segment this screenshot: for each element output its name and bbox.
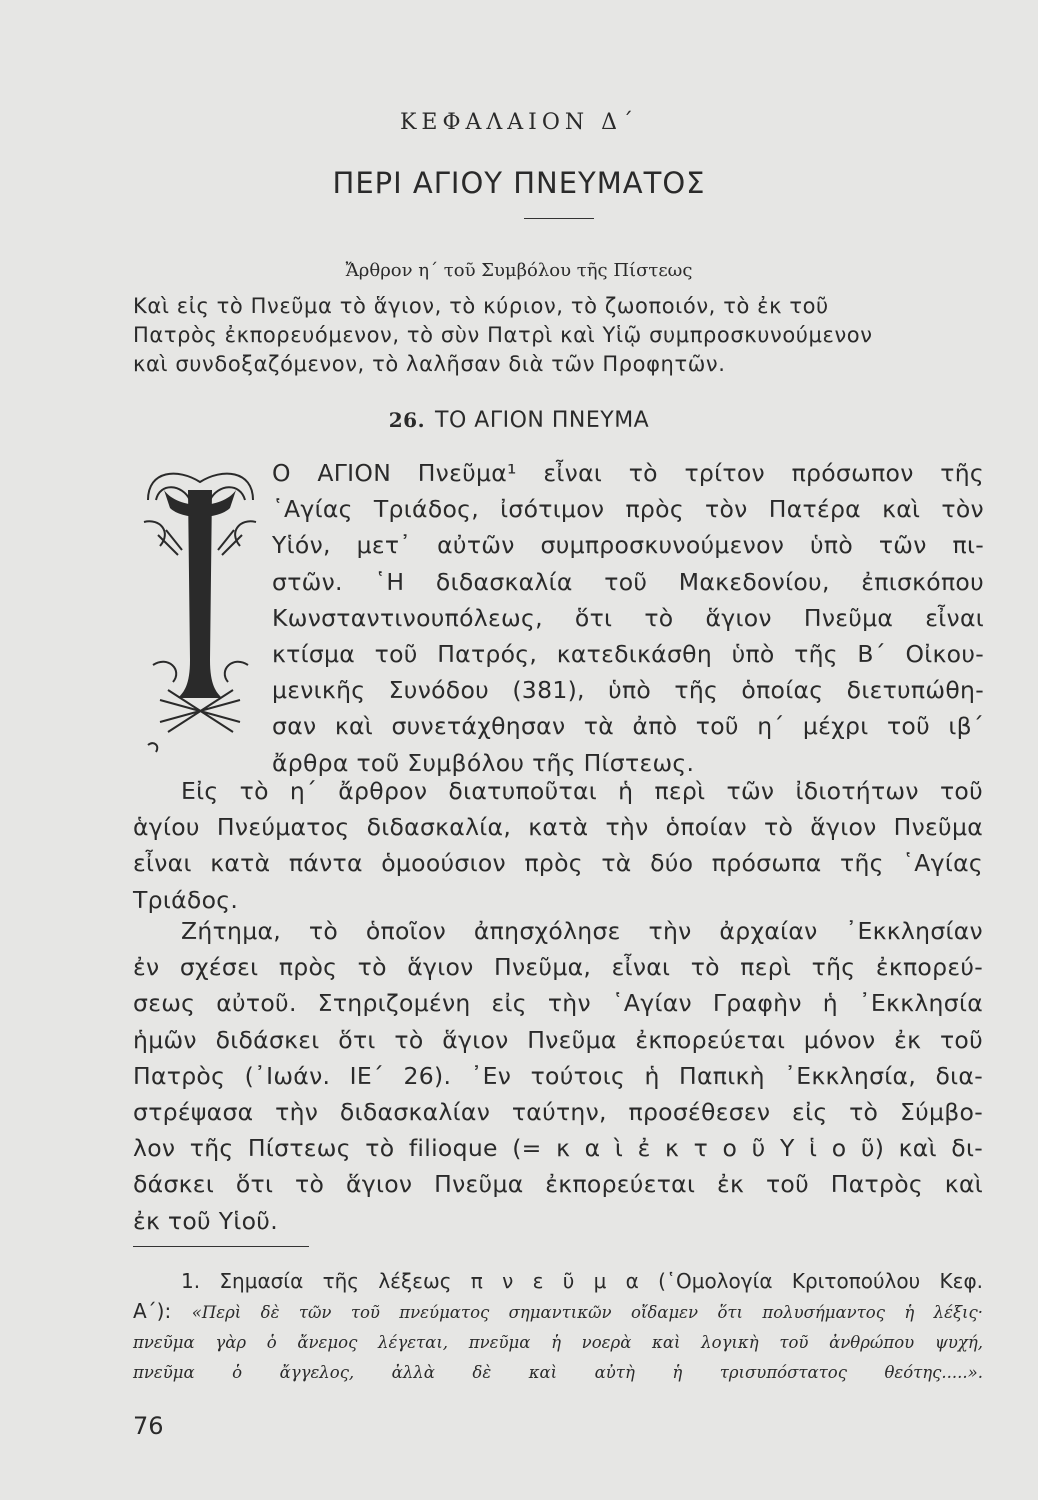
chapter-heading: ΚΕΦΑΛΑΙΟΝ Δ΄ xyxy=(399,110,639,135)
text-line: ἐκ τοῦ Υἱοῦ. xyxy=(133,1206,278,1235)
text-line: ῾Αγίας Τριάδος, ἰσότιμον πρὸς τὸν Πατέρα καὶ τὸν xyxy=(272,495,984,524)
text-line: ἁγίου Πνεύματος διδασκαλία, κατὰ τὴν ὁποίαν τὸ ἅγιον Πνεῦμα xyxy=(133,813,983,842)
text-line: κτίσμα τοῦ Πατρός, κατεδικάσθη ὑπὸ τῆς Β΄ Οἰκου- xyxy=(272,640,984,669)
paragraph-article-eight xyxy=(133,773,983,918)
text-line: Εἰς τὸ η΄ ἄρθρον διατυποῦται ἡ περὶ τῶν ἰδιοτήτων τοῦ xyxy=(181,777,983,805)
footnote-line: 1. Σημασία τῆς λέξεως π ν ε ῦ μ α (῾Ομολογία Κριτοπούλου Κεφ. xyxy=(181,1269,983,1293)
footnote-quote: «Περὶ δὲ τῶν τοῦ πνεύματος σημαντικῶν οἴδαμεν ὅτι πολυσήμαντος ἡ λέξις· xyxy=(191,1303,983,1322)
text-line: στρέψασα τὴν διδασκαλίαν ταύτην, προσέθεσεν εἰς τὸ Σύμβο- xyxy=(133,1098,983,1127)
creed-line: καὶ συνδοξαζόμενον, τὸ λαλῆσαν διὰ τῶν Προφητῶν. xyxy=(133,352,726,376)
creed-line: Καὶ εἰς τὸ Πνεῦμα τὸ ἅγιον, τὸ κύριον, τὸ ζωοποιόν, τὸ ἐκ τοῦ xyxy=(133,294,829,318)
text-line: Ζήτημα, τὸ ὁποῖον ἀπησχόλησε τὴν ἀρχαίαν ᾿Εκκλησίαν xyxy=(181,917,983,945)
text-line: στῶν. ῾Η διδασκαλία τοῦ Μακεδονίου, ἐπισκόπου xyxy=(272,567,984,596)
text-line: σεως αὐτοῦ. Στηριζομένη εἰς τὴν ῾Αγίαν Γραφὴν ἡ ᾿Εκκλησία xyxy=(133,989,983,1018)
footnote-divider xyxy=(133,1246,309,1247)
chapter-title: ΠΕΡΙ ΑΓΙΟΥ ΠΝΕΥΜΑΤΟΣ xyxy=(332,166,706,200)
article-heading: Ἄρθρον η΄ τοῦ Συμβόλου τῆς Πίστεως xyxy=(345,260,693,281)
section-heading xyxy=(0,408,1038,433)
text-line: Τριάδος. xyxy=(133,885,239,914)
text-line: σαν καὶ συνετάχθησαν τὰ ἀπὸ τοῦ η΄ μέχρι τοῦ ιβ΄ xyxy=(272,712,984,741)
text-line: ἐν σχέσει πρὸς τὸ ἅγιον Πνεῦμα, εἶναι τὸ περὶ τῆς ἐκπορεύ- xyxy=(133,953,983,982)
creed-line: Πατρὸς ἐκπορευόμενον, τὸ σὺν Πατρὶ καὶ Υἱῷ συμπροσκυνούμενον xyxy=(133,323,873,347)
text-line: Κωνσταντινουπόλεως, ὅτι τὸ ἅγιον Πνεῦμα εἶναι xyxy=(272,603,984,632)
text-line: εἶναι κατὰ πάντα ὁμοούσιον πρὸς τὰ δύο πρόσωπα τῆς ῾Αγίας xyxy=(133,849,983,878)
text-line: Πατρὸς (᾿Ιωάν. ΙΕ΄ 26). ᾿Εν τούτοις ἡ Παπικὴ ᾿Εκκλησία, δια- xyxy=(133,1061,983,1090)
footnote-line xyxy=(133,1296,983,1328)
text-line: δάσκει ὅτι τὸ ἅγιον Πνεῦμα ἐκπορεύεται ἐκ τοῦ Πατρὸς καὶ xyxy=(133,1170,983,1199)
text-line: ἄρθρα τοῦ Συμβόλου τῆς Πίστεως. xyxy=(272,748,695,777)
paragraph-procession xyxy=(133,913,983,1239)
title-divider xyxy=(524,218,594,219)
page-number: 76 xyxy=(133,1412,164,1440)
text-line: Ο ΑΓΙΟΝ Πνεῦμα¹ εἶναι τὸ τρίτον πρόσωπον τῆς xyxy=(272,459,984,487)
section-number: 26. xyxy=(388,408,426,432)
footnote-line: πνεῦμα γὰρ ὁ ἄνεμος λέγεται, πνεῦμα ἡ νοερὰ καὶ λογικὴ τοῦ ἀνθρώπου ψυχή, xyxy=(133,1333,983,1352)
creed-text xyxy=(133,292,988,379)
section-title: ΤΟ ΑΓΙΟΝ ΠΝΕΥΜΑ xyxy=(435,408,650,433)
paragraph-intro xyxy=(272,455,984,781)
text-line: ἡμῶν διδάσκει ὅτι τὸ ἅγιον Πνεῦμα ἐκπορεύεται μόνον ἐκ τοῦ xyxy=(133,1025,983,1054)
text-line: λον τῆς Πίστεως τὸ filioque (= κ α ὶ ἐ κ τ ο ῦ Υ ἱ ο ῦ) καὶ δι- xyxy=(133,1134,983,1163)
footnote xyxy=(133,1266,983,1388)
footnote-reference: Α΄): xyxy=(133,1299,172,1323)
footnote-line: πνεῦμα ὁ ἄγγελος, ἀλλὰ δὲ καὶ αὐτὴ ἡ τρισυπόστατος θεότης.....». xyxy=(133,1363,983,1382)
text-line: μενικῆς Συνόδου (381), ὑπὸ τῆς ὁποίας διετυπώθη- xyxy=(272,676,984,705)
text-line: Υἱόν, μετ᾽ αὐτῶν συμπροσκυνούμενον ὑπὸ τῶν πι- xyxy=(272,531,984,560)
decorated-initial-t-icon xyxy=(138,460,263,760)
